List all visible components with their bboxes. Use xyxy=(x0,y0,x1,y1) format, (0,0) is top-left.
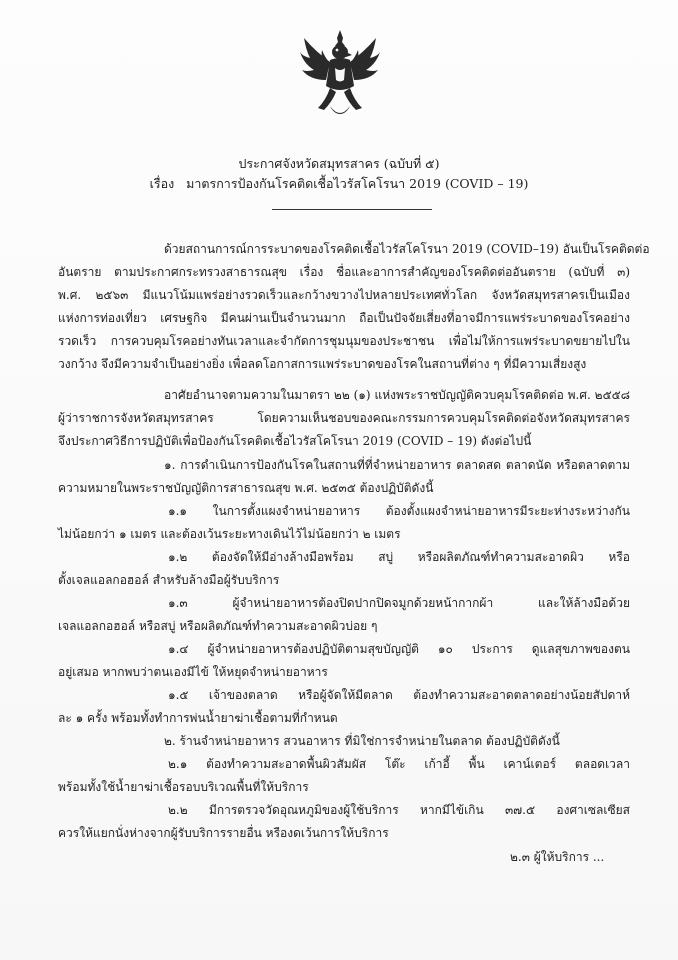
clause-1: ๑. การดำเนินการป้องกันโรคในสถานที่ที่จำหน่ายอาหาร ตลาดสด ตลาดนัด หรือตลาดตาม xyxy=(164,458,630,472)
clause-1-2: ๑.๒ ต้องจัดให้มีอ่างล้างมือพร้อม สบู่ หรือผลิตภัณฑ์ทำความสะอาดผิว หรือ xyxy=(168,550,630,564)
clause-2-2: ๒.๒ มีการตรวจวัดอุณหภูมิของผู้ใช้บริการ หากมีไข้เกิน ๓๗.๕ องศาเซลเซียส xyxy=(168,803,630,817)
paragraph-line: ตั้งเจลแอลกอฮอล์ สำหรับล้างมือผู้รับบริการ xyxy=(58,573,280,587)
clause-1-3: ๑.๓ ผู้จำหน่ายอาหารต้องปิดปากปิดจมูกด้วยหน้ากากผ้า และให้ล้างมือด้วย xyxy=(168,596,630,610)
paragraph-line: อยู่เสมอ หากพบว่าตนเองมีไข้ ให้หยุดจำหน่ายอาหาร xyxy=(58,665,328,679)
paragraph-line: พ.ศ. ๒๕๖๓ มีแนวโน้มแพร่อย่างรวดเร็วและกว้างขวางไปหลายประเทศทั่วโลก จังหวัดสมุทรสาครเป็นเมือง xyxy=(58,288,630,302)
paragraph-line: อันตราย ตามประกาศกระทรวงสาธารณสุข เรื่อง ชื่อและอาการสำคัญของโรคติดต่ออันตราย (ฉบับที่ ๓) xyxy=(58,265,630,279)
paragraph-line: จึงประกาศวิธีการปฏิบัติเพื่อป้องกันโรคติดเชื้อไวรัสโคโรนา 2019 (COVID – 19) ดังต่อไปนี้ xyxy=(58,434,532,448)
paragraph-line: ละ ๑ ครั้ง พร้อมทั้งทำการพ่นน้ำยาฆ่าเชื้อตามที่กำหนด xyxy=(58,711,338,725)
paragraph-line: รวดเร็ว การควบคุมโรคอย่างทันเวลาและจำกัดการชุมนุมของประชาชน เพื่อไม่ให้การแพร่ระบาดขยายไปใน xyxy=(58,334,630,348)
paragraph-line: ความหมายในพระราชบัญญัติการสาธารณสุข พ.ศ. ๒๕๓๕ ต้องปฏิบัติดังนี้ xyxy=(58,481,434,495)
continuation-note: ๒.๓ ผู้ให้บริการ ... xyxy=(510,850,605,864)
paragraph-line: ผู้ว่าราชการจังหวัดสมุทรสาคร โดยความเห็นชอบของคณะกรรมการควบคุมโรคติดต่อจังหวัดสมุทรสาคร xyxy=(58,411,630,425)
garuda-emblem-icon xyxy=(300,28,380,120)
announcement-subject xyxy=(0,175,678,193)
paragraph-line: พร้อมทั้งใช้น้ำยาฆ่าเชื้อรอบบริเวณพื้นที่ให้บริการ xyxy=(58,780,309,794)
title-divider xyxy=(272,209,432,210)
clause-2-1: ๒.๑ ต้องทำความสะอาดพื้นผิวสัมผัส โต๊ะ เก้าอี้ พื้น เคาน์เตอร์ ตลอดเวลา xyxy=(168,757,630,771)
clause-2: ๒. ร้านจำหน่ายอาหาร สวนอาหาร ที่มิใช่การจำหน่ายในตลาด ต้องปฏิบัติดังนี้ xyxy=(164,734,560,748)
paragraph-line: ควรให้แยกนั่งห่างจากผู้รับบริการรายอื่น หรืองดเว้นการให้บริการ xyxy=(58,826,389,840)
paragraph-line: เจลแอลกอฮอล์ หรือสบู่ หรือผลิตภัณฑ์ทำความสะอาดผิวบ่อย ๆ xyxy=(58,619,378,633)
paragraph-line: วงกว้าง จึงมีความจำเป็นอย่างยิ่ง เพื่อลดโอกาสการแพร่ระบาดของโรคในสถานที่ต่าง ๆ ที่มีความเสี่ยงสูง xyxy=(58,357,587,371)
clause-1-5: ๑.๕ เจ้าของตลาด หรือผู้จัดให้มีตลาด ต้องทำความสะอาดตลาดอย่างน้อยสัปดาห์ xyxy=(168,688,630,702)
paragraph-line: ด้วยสถานการณ์การระบาดของโรคติดเชื้อไวรัสโคโรนา 2019 (COVID–19) อันเป็นโรคติดต่อ xyxy=(164,242,650,256)
clause-1-4: ๑.๔ ผู้จำหน่ายอาหารต้องปฏิบัติตามสุขบัญญัติ ๑๐ ประการ ดูแลสุขภาพของตน xyxy=(168,642,630,656)
subject-label: เรื่อง xyxy=(149,176,175,191)
paragraph-line: อาศัยอำนาจตามความในมาตรา ๒๒ (๑) แห่งพระราชบัญญัติควบคุมโรคติดต่อ พ.ศ. ๒๕๕๘ xyxy=(164,388,630,402)
subject-text: มาตรการป้องกันโรคติดเชื้อไวรัสโคโรนา 2019 (COVID – 19) xyxy=(186,176,529,191)
paragraph-line: ไม่น้อยกว่า ๑ เมตร และต้องเว้นระยะทางเดินไว้ไม่น้อยกว่า ๒ เมตร xyxy=(58,527,401,541)
clause-1-1: ๑.๑ ในการตั้งแผงจำหน่ายอาหาร ต้องตั้งแผงจำหน่ายอาหารมีระยะห่างระหว่างกัน xyxy=(168,504,630,518)
paragraph-line: แห่งการท่องเที่ยว เศรษฐกิจ มีคนผ่านเป็นจำนวนมาก ถือเป็นปัจจัยเสี่ยงที่อาจมีการแพร่ระบาดของโรคอย่าง xyxy=(58,311,630,325)
announcement-title: ประกาศจังหวัดสมุทรสาคร (ฉบับที่ ๕) xyxy=(238,156,440,171)
